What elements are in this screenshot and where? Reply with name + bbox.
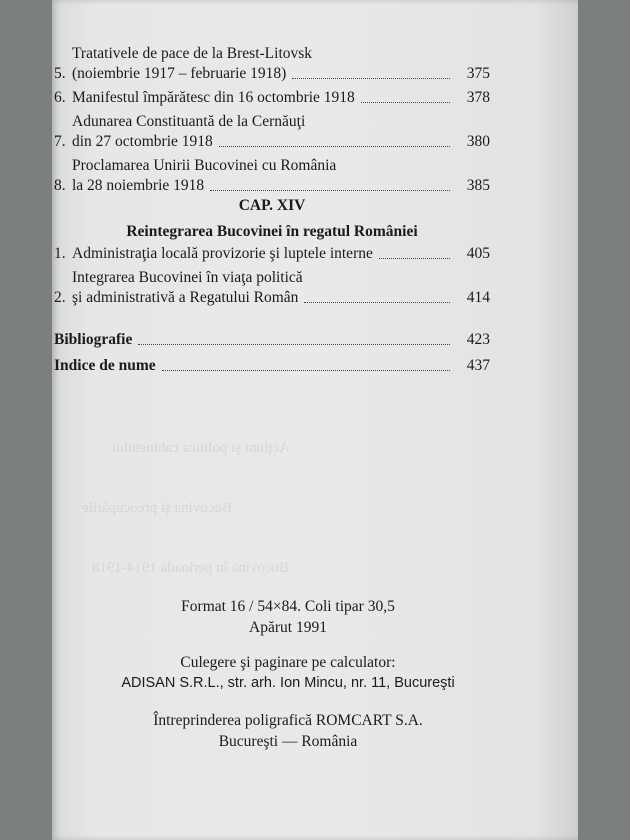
toc-section-chapter <box>54 244 490 312</box>
toc-entry-number: 7. <box>54 133 66 150</box>
city-line: Bucureşti — România <box>218 733 358 750</box>
toc-entry-title: şi administrativă a Regatului Român <box>72 289 299 306</box>
toc-section-end <box>54 330 490 380</box>
toc-entry-1[interactable] <box>54 244 490 264</box>
show-through-text: Bucovina în perioada 1914-1918 <box>92 560 290 576</box>
toc-entry-title: (noiembrie 1917 – februarie 1918) <box>72 65 287 82</box>
toc-entry-2[interactable] <box>54 268 490 308</box>
toc-entry-number: 2. <box>54 289 66 306</box>
toc-entry-number: 5. <box>54 65 66 82</box>
toc-entry-title: Bibliografie <box>54 331 133 348</box>
toc-entry-title: Administraţia locală provizorie şi luptele interne <box>72 245 373 262</box>
toc-entry-8[interactable] <box>54 156 490 196</box>
toc-entry-title: la 28 noiembrie 1918 <box>72 177 205 194</box>
toc-page-number: 423 <box>466 331 490 348</box>
toc-entry-title: Indice de nume <box>54 357 156 374</box>
show-through-text: Acţiuni şi politica cabinetului <box>112 440 290 456</box>
toc-entry-title: Adunarea Constituantă de la Cernăuţi <box>72 113 306 130</box>
toc-page-number: 385 <box>466 177 490 194</box>
typeset-company: ADISAN S.R.L., str. arh. Ion Mincu, nr. 11, Bucureşti <box>121 675 455 691</box>
chapter-title: Reintegrarea Bucovinei în regatul României <box>126 223 418 240</box>
toc-page-number: 437 <box>466 357 490 374</box>
toc-entry-name-index[interactable] <box>54 356 490 376</box>
published-line: Apărut 1991 <box>249 619 327 636</box>
toc-entry-number: 1. <box>54 245 66 262</box>
toc-entry-title: Tratativele de pace de la Brest-Litovsk <box>72 45 313 62</box>
chapter-label: CAP. XIV <box>238 197 306 214</box>
typeset-label: Culegere şi paginare pe calculator: <box>180 654 396 671</box>
toc-entry-bibliography[interactable] <box>54 330 490 350</box>
toc-page-number: 380 <box>466 133 490 150</box>
toc-page-number: 375 <box>466 65 490 82</box>
toc-entry-6[interactable] <box>54 88 490 108</box>
toc-page-number: 414 <box>466 289 490 306</box>
toc-entry-number: 6. <box>54 89 66 106</box>
toc-entry-title: Manifestul împărătesc din 16 octombrie 1918 <box>72 89 355 106</box>
show-through-text: Bucovina şi preocupările <box>82 500 232 516</box>
toc-entry-7[interactable] <box>54 112 490 152</box>
toc-section-top <box>54 44 490 200</box>
toc-entry-title: Proclamarea Unirii Bucovinei cu România <box>72 157 337 174</box>
toc-entry-5[interactable] <box>54 44 490 84</box>
format-line: Format 16 / 54×84. Coli tipar 30,5 <box>181 598 395 615</box>
printer-line: Întreprinderea poligrafică ROMCART S.A. <box>153 712 423 729</box>
toc-page-number: 378 <box>466 89 490 106</box>
colophon <box>108 596 468 752</box>
toc-page-number: 405 <box>466 245 490 262</box>
toc-entry-title: din 27 octombrie 1918 <box>72 133 213 150</box>
chapter-heading <box>54 196 490 242</box>
toc-entry-title: Integrarea Bucovinei în viaţa politică <box>72 269 303 286</box>
toc-entry-number: 8. <box>54 177 66 194</box>
